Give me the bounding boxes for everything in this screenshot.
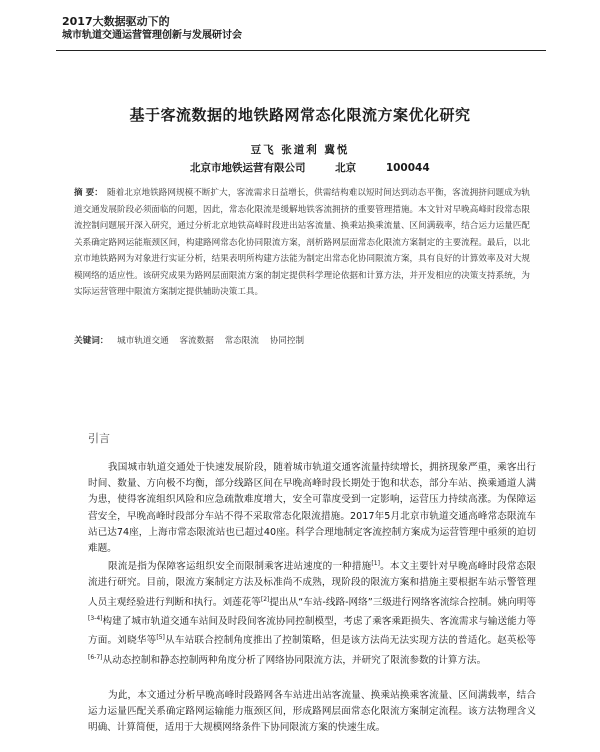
paragraph-segment: 从动态控制和静态控制两种角度分析了网络协同限流方法，并研究了限流参数的计算方法。 — [102, 654, 487, 666]
abstract-text: 随着北京地铁路网规模不断扩大，客流需求日益增长，供需结构难以短时间达到动态平衡，客流拥挤问题成为轨道交通发展阶段必须面临的问题，因此，常态化限流是缓解地铁客流拥挤的重要管理措施。本文针对早晚高峰时段常态限流控制问题展开深入研究，通过分析北京地铁高峰时段进出站客流量、换乘站换乘流量、区间满载率，结合运力运量匹配关系确定路网运能瓶颈区间，构建路网常态化协同限流方案，剖析路网层面常态化限流方案制定的主要流程。最后，以北京市地铁路网为对象进行实证分析，结果表明所构建方法能为制定出常态化协同限流方案，具有良好的计算效率及对大规模网络的适应性。该研究成果为路网层面限流方案的制定提供科学理论依据和计算方法，并开发相应的决策支持系统，为实际运营管理中限流方案制定提供辅助决策工具。 — [74, 188, 530, 297]
paragraph-segment: 构建了城市轨道交通车站间及时段间客流协同控制模型，考虑了乘客乘距损失、客流需求与输送能力等方面。刘晓华等 — [88, 616, 536, 647]
keyword: 城市轨道交通 — [117, 336, 169, 346]
keywords — [74, 334, 530, 348]
citation: [5] — [156, 634, 165, 642]
citation: [3-4] — [88, 614, 103, 622]
running-header — [62, 14, 242, 43]
body-paragraph-2 — [88, 556, 536, 669]
paragraph-text — [88, 556, 536, 669]
keyword: 客流数据 — [179, 336, 214, 346]
paper-title: 基于客流数据的地铁路网常态化限流方案优化研究 — [129, 106, 471, 124]
affiliation-postcode: 100044 — [385, 162, 430, 174]
body-paragraph-3 — [88, 688, 536, 737]
citation: [6-7] — [88, 653, 103, 661]
header-rule — [56, 50, 546, 51]
header-line-2: 城市轨道交通运营管理创新与发展研讨会 — [62, 30, 242, 41]
paper-affiliation — [190, 160, 456, 175]
keyword: 协同控制 — [269, 336, 305, 346]
affiliation-org: 北京市地铁运营有限公司 — [190, 162, 306, 174]
paragraph-text: 为此，本文通过分析早晚高峰时段路网各车站进出站客流量、换乘站换乘客流量、区间满载率，结合运力运量匹配关系确定路网运输能力瓶颈区间，形成路网层面常态化限流方案制定流程。该方法物理含义明确、计算简便，适用于大规模网络条件下协同限流方案的快速生成。 — [88, 690, 536, 734]
paragraph-segment: 提出从“车站-线路-网络”三级进行网络客流综合控制。姚向明等 — [269, 596, 536, 608]
citation: [1] — [371, 560, 380, 567]
citation: [2] — [260, 595, 270, 603]
paragraph-segment: 从车站联合控制角度推出了控制策略，但是该方法尚无法实现方法的普适化。赵英松等 — [164, 635, 537, 647]
keywords-label: 关键词： — [74, 336, 109, 346]
paragraph-segment: 。本文主要针对早晚高峰时段常态限流进行研究。目前，限流方案制定方法及标准尚不成熟，现阶段的限流方案和措施主要根据车站示警管理人员主观经验进行判断和执行。刘莲花等 — [88, 561, 536, 608]
abstract-label: 摘 要： — [74, 188, 103, 198]
keyword: 常态限流 — [224, 336, 259, 346]
abstract — [74, 185, 530, 301]
header-line-1: 2017大数据驱动下的 — [62, 15, 170, 28]
paragraph-segment: 限流是指为保障客运组织安全而限制乘客进站速度的一种措施 — [108, 561, 372, 573]
paragraph-text: 我国城市轨道交通处于快速发展阶段，随着城市轨道交通客流量持续增长，拥挤现象严重，乘客出行时间、数量、方向极不均衡，部分线路区间在早晚高峰时段长期处于饱和状态，部分车站、换乘通道人满为患，使得客流组织风险和应急疏散难度增大，安全可靠度受到一定影响，运营压力持续高涨。为保障运营安全，早晚高峰时段部分车站不得不采取常态化限流措施。2017年5月北京市轨道交通高峰常态限流车站已达74座，上海市常态限流站也已超过40座。科学合理地制定客流控制方案成为运营管理中亟须的迫切难题。 — [88, 462, 536, 555]
body-paragraph-1 — [88, 460, 536, 557]
section-title: 引言 — [88, 432, 110, 445]
paper-authors: 豆飞 张道利 冀悦 — [250, 144, 350, 156]
affiliation-city: 北京 — [335, 162, 357, 174]
